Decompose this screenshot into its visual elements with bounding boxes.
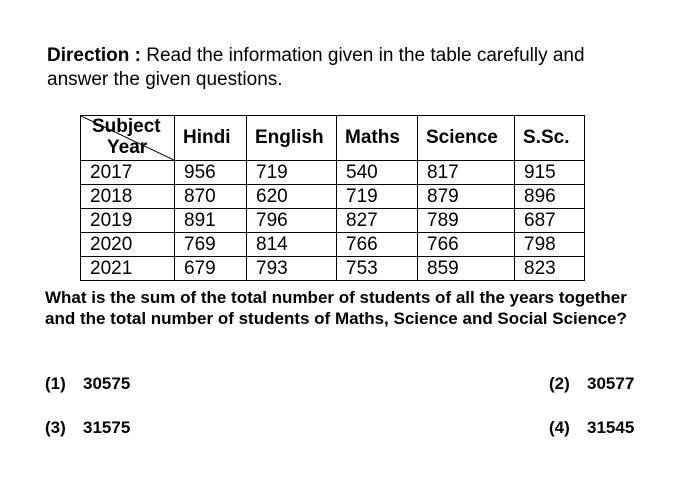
value-cell: 827 — [337, 209, 418, 233]
corner-subject-label: Subject — [92, 116, 161, 137]
value-cell: 891 — [175, 209, 247, 233]
option-3[interactable] — [45, 418, 130, 438]
direction-body: Read the information given in the table carefully and answer the given questions. — [47, 45, 585, 90]
value-cell: 814 — [247, 233, 337, 257]
table-row — [81, 185, 585, 209]
value-cell: 620 — [247, 185, 337, 209]
header-maths: Maths — [337, 116, 418, 161]
year-cell: 2019 — [81, 209, 175, 233]
table-header-row — [81, 116, 585, 161]
header-hindi: Hindi — [175, 116, 247, 161]
value-cell: 915 — [515, 161, 585, 185]
option-number: (1) — [45, 374, 66, 393]
option-value: 30577 — [587, 374, 635, 393]
value-cell: 766 — [337, 233, 418, 257]
value-cell: 687 — [515, 209, 585, 233]
year-cell: 2021 — [81, 257, 175, 281]
value-cell: 796 — [247, 209, 337, 233]
corner-year-label: Year — [107, 137, 148, 158]
direction-text — [47, 44, 607, 92]
value-cell: 793 — [247, 257, 337, 281]
year-cell: 2018 — [81, 185, 175, 209]
value-cell: 753 — [337, 257, 418, 281]
value-cell: 540 — [337, 161, 418, 185]
option-value: 30575 — [83, 374, 131, 393]
value-cell: 879 — [418, 185, 515, 209]
option-number: (2) — [549, 374, 570, 393]
value-cell: 769 — [175, 233, 247, 257]
option-1[interactable] — [45, 374, 130, 394]
table-row — [81, 257, 585, 281]
value-cell: 859 — [418, 257, 515, 281]
value-cell: 956 — [175, 161, 247, 185]
option-number: (4) — [549, 418, 570, 437]
value-cell: 766 — [418, 233, 515, 257]
table-row — [81, 233, 585, 257]
option-value: 31545 — [587, 418, 635, 437]
value-cell: 789 — [418, 209, 515, 233]
direction-label: Direction : — [47, 45, 141, 66]
header-science: Science — [418, 116, 515, 161]
value-cell: 817 — [418, 161, 515, 185]
option-value: 31575 — [83, 418, 131, 437]
option-number: (3) — [45, 418, 66, 437]
table-row — [81, 161, 585, 185]
value-cell: 719 — [337, 185, 418, 209]
value-cell: 798 — [515, 233, 585, 257]
value-cell: 896 — [515, 185, 585, 209]
header-english: English — [247, 116, 337, 161]
year-cell: 2020 — [81, 233, 175, 257]
year-cell: 2017 — [81, 161, 175, 185]
corner-header-cell — [81, 116, 175, 161]
value-cell: 679 — [175, 257, 247, 281]
data-table — [80, 115, 585, 281]
header-ssc: S.Sc. — [515, 116, 585, 161]
value-cell: 870 — [175, 185, 247, 209]
value-cell: 823 — [515, 257, 585, 281]
table-row — [81, 209, 585, 233]
question-text: What is the sum of the total number of students of all the years together and the total number of students of Maths, Science and Social Science? — [45, 288, 627, 328]
value-cell: 719 — [247, 161, 337, 185]
option-2[interactable] — [549, 374, 634, 394]
option-4[interactable] — [549, 418, 634, 438]
